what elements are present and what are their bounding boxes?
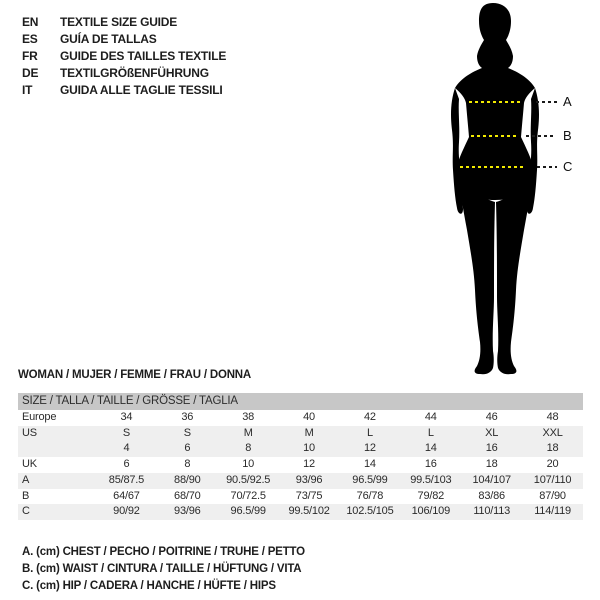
language-row-es (22, 31, 226, 48)
language-row-fr (22, 48, 226, 65)
size-cell: 85/87.5 (108, 473, 145, 486)
language-label: GUIDA ALLE TAGLIE TESSILI (60, 83, 223, 97)
size-cell: 110/113 (473, 505, 511, 518)
size-cell: 16 (424, 458, 437, 471)
chest-measure-dash (469, 101, 522, 103)
size-cell: M (243, 426, 253, 439)
size-cell: XXL (542, 426, 563, 439)
size-table (18, 393, 583, 520)
size-cell: 10 (303, 442, 315, 455)
size-cell: 4 (123, 442, 130, 455)
row-label: US (22, 426, 37, 439)
size-cell: 20 (546, 458, 559, 471)
legend-item-waist: B. (cm) WAIST / CINTURA / TAILLE / HÜFTUNG / VITA (22, 563, 302, 575)
size-cell: 8 (245, 442, 252, 455)
table-row-us-number (18, 441, 583, 457)
size-cell: 6 (123, 458, 130, 471)
size-cell: 76/78 (356, 489, 384, 502)
language-list (22, 14, 226, 99)
section-title: WOMAN / MUJER / FEMME / FRAU / DONNA (18, 369, 252, 381)
size-cell: 48 (546, 411, 559, 423)
size-cell: 12 (303, 458, 315, 471)
table-row-chest (18, 473, 583, 489)
hip-extension-dash (537, 166, 557, 168)
size-cell: 42 (364, 411, 376, 423)
size-cell: 10 (242, 458, 255, 471)
size-cell: 18 (546, 442, 559, 455)
marker-label-b: B (563, 128, 572, 143)
size-cell: 90/92 (113, 505, 140, 518)
language-label: GUÍA DE TALLAS (60, 32, 157, 46)
waist-extension-dash (526, 135, 556, 137)
size-cell: 87/90 (539, 489, 566, 502)
size-cell: 99.5/102 (288, 505, 330, 518)
woman-silhouette-icon (447, 2, 543, 376)
measurement-legend (22, 544, 305, 595)
size-cell: 93/96 (174, 505, 201, 518)
row-label (18, 441, 96, 457)
table-header-row (18, 393, 583, 410)
language-code: ES (22, 32, 38, 46)
row-label: A (22, 473, 30, 486)
size-cell: 12 (364, 442, 376, 455)
table-row-europe (18, 410, 583, 426)
legend-item-chest: A. (cm) CHEST / PECHO / POITRINE / TRUHE / PETTO (22, 546, 305, 558)
size-cell: L (427, 426, 434, 439)
woman-silhouette-figure (447, 2, 543, 376)
size-cell: 8 (184, 458, 191, 471)
marker-label-a: A (563, 94, 572, 109)
size-cell: 46 (485, 411, 498, 423)
size-cell: 68/70 (174, 489, 201, 502)
size-cell: 73/75 (295, 489, 323, 502)
table-header: SIZE / TALLA / TAILLE / GRÖSSE / TAGLIA (18, 393, 583, 410)
table-row-uk (18, 457, 583, 473)
size-cell: 6 (184, 442, 191, 455)
size-cell: XL (485, 426, 499, 439)
language-row-de (22, 65, 226, 82)
size-cell: M (304, 426, 314, 439)
row-label: UK (22, 458, 37, 471)
language-row-en (22, 14, 226, 31)
language-code: DE (22, 66, 39, 80)
table-row-hip (18, 504, 583, 520)
size-cell: 90.5/92.5 (226, 473, 271, 486)
size-cell: 14 (364, 458, 376, 471)
size-cell: 79/82 (417, 489, 445, 502)
language-label: TEXTILE SIZE GUIDE (60, 15, 178, 29)
size-cell: 106/109 (411, 505, 450, 518)
language-label: GUIDE DES TAILLES TEXTILE (60, 49, 227, 63)
size-cell: 44 (424, 411, 437, 423)
size-cell: 40 (303, 411, 315, 423)
language-code: FR (22, 49, 38, 63)
size-cell: S (183, 426, 191, 439)
size-cell: 107/110 (533, 473, 572, 486)
size-cell: 99.5/103 (410, 473, 452, 486)
size-cell: 34 (120, 411, 133, 423)
size-cell: 104/107 (472, 473, 511, 486)
row-label: C (22, 505, 30, 518)
size-cell: 38 (242, 411, 255, 423)
language-code: EN (22, 15, 39, 29)
marker-label-c: C (563, 159, 573, 174)
size-cell: 93/96 (295, 473, 323, 486)
size-cell: 96.5/99 (230, 505, 266, 518)
size-cell: 64/67 (113, 489, 140, 502)
size-cell: 96.5/99 (352, 473, 388, 486)
chest-extension-dash (536, 101, 558, 103)
waist-measure-dash (471, 135, 519, 137)
size-cell: 88/90 (174, 473, 201, 486)
size-cell: S (122, 426, 130, 439)
size-cell: 14 (424, 442, 437, 455)
language-code: IT (22, 83, 33, 97)
table-row-us-letter (18, 426, 583, 442)
size-cell: L (366, 426, 373, 439)
size-cell: 83/86 (478, 489, 505, 502)
language-row-it (22, 82, 226, 99)
language-label: TEXTILGRÖßENFÜHRUNG (60, 66, 209, 80)
size-cell: 70/72.5 (230, 489, 266, 502)
size-cell: 18 (485, 458, 498, 471)
table-row-waist (18, 489, 583, 505)
row-label: B (22, 489, 30, 502)
legend-item-hip: C. (cm) HIP / CADERA / HANCHE / HÜFTE / HIPS (22, 580, 276, 592)
size-cell: 102.5/105 (346, 505, 394, 518)
hip-measure-dash (460, 166, 523, 168)
size-cell: 114/119 (534, 505, 571, 518)
size-cell: 16 (485, 442, 498, 455)
row-label: Europe (22, 411, 57, 423)
size-cell: 36 (181, 411, 194, 423)
